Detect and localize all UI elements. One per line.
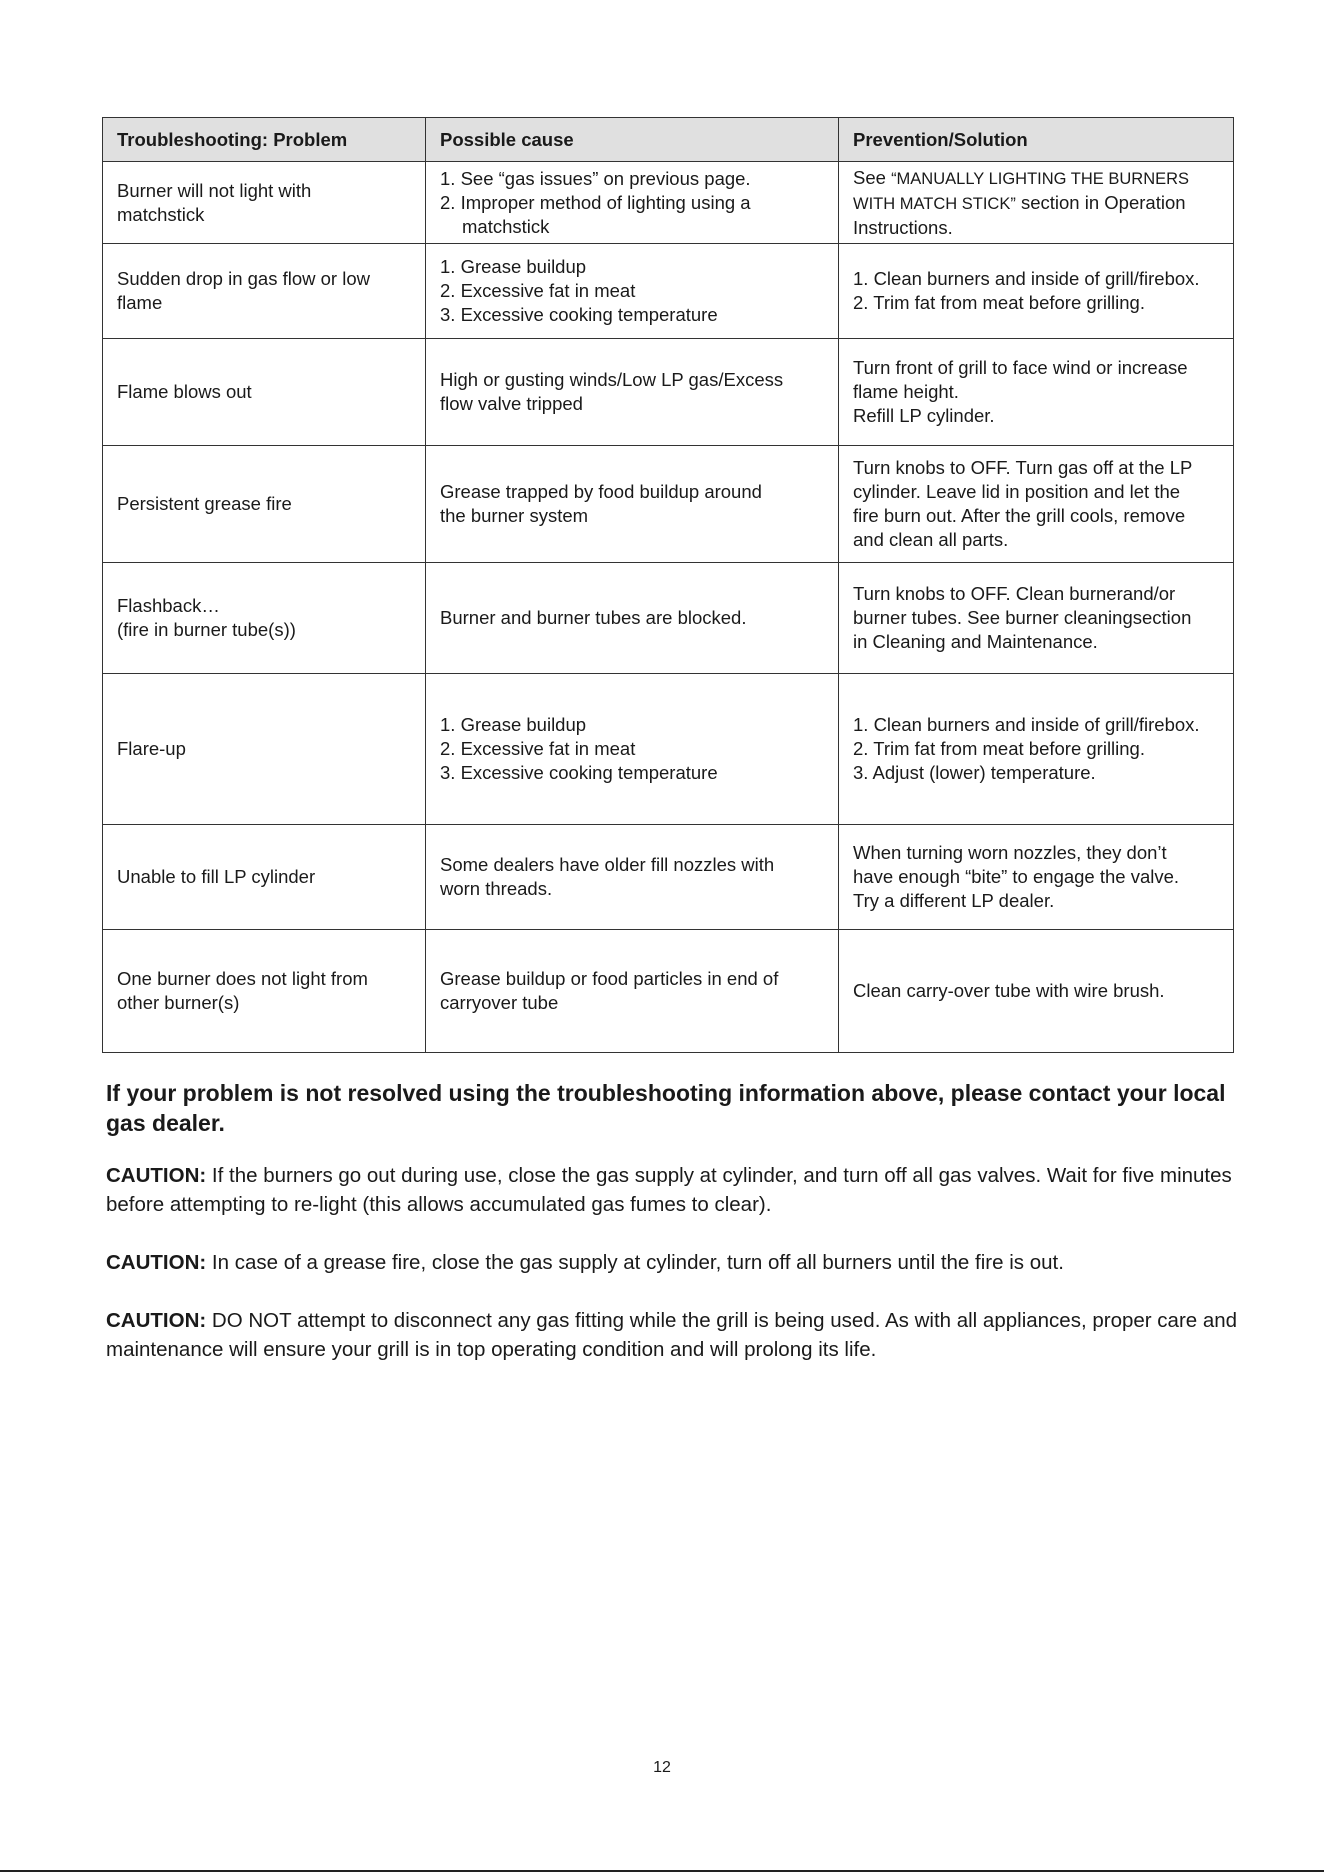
problem-line: (fire in burner tube(s)): [117, 619, 296, 640]
problem-line: other burner(s): [117, 992, 240, 1013]
cause-line: Grease buildup or food particles in end of: [440, 968, 779, 989]
problem-line: flame: [117, 292, 163, 313]
solution-cell: [839, 563, 1234, 674]
table-header-row: [103, 118, 1234, 162]
problem-line: Flashback…: [117, 595, 220, 616]
cause-item: 2. Excessive fat in meat: [440, 280, 636, 301]
problem-line: Flare-up: [117, 738, 186, 759]
problem-line: One burner does not light from: [117, 968, 368, 989]
solution-line: in Cleaning and Maintenance.: [853, 631, 1098, 652]
solution-line: When turning worn nozzles, they don’t: [853, 842, 1167, 863]
caution-text: If the burners go out during use, close the gas supply at cylinder, and turn off all gas valves. Wait for five minutes before attempting to re-light (this allows accumulated gas fumes to clear).: [106, 1164, 1232, 1216]
caution-label: CAUTION:: [106, 1164, 207, 1187]
solution-line: and clean all parts.: [853, 529, 1009, 550]
solution-line: Refill LP cylinder.: [853, 405, 995, 426]
caution-gas-fitting: [106, 1306, 1256, 1364]
cause-line: Grease trapped by food buildup around: [440, 481, 762, 502]
header-problem: Troubleshooting: Problem: [103, 118, 426, 162]
solution-text: See: [853, 166, 892, 188]
header-solution: Prevention/Solution: [839, 118, 1234, 162]
cause-line: worn threads.: [440, 878, 553, 899]
problem-line: Unable to fill LP cylinder: [117, 866, 316, 887]
cause-line: carryover tube: [440, 992, 559, 1013]
solution-line: cylinder. Leave lid in position and let the: [853, 481, 1181, 502]
cause-item: 2. Improper method of lighting using a matchstick: [440, 191, 751, 237]
table-row: [103, 674, 1234, 825]
table-row: [103, 446, 1234, 563]
problem-line: matchstick: [117, 203, 205, 225]
solution-cell: [839, 930, 1234, 1053]
table-row: [103, 162, 1234, 244]
solution-line: have enough “bite” to engage the valve.: [853, 866, 1180, 887]
table-row: [103, 563, 1234, 674]
solution-cell: [839, 446, 1234, 563]
cause-item: 1. Grease buildup: [440, 714, 587, 735]
problem-line: Burner will not light with: [117, 179, 312, 201]
cause-line: Burner and burner tubes are blocked.: [440, 607, 747, 628]
solution-section-name: “MANUALLY LIGHTING THE BURNERS WITH MATCH STICK”: [853, 169, 1190, 213]
problem-cell: [103, 244, 426, 339]
contact-dealer-notice: If your problem is not resolved using the troubleshooting information above, please contact your local gas dealer.: [106, 1080, 1226, 1136]
solution-item: 1. Clean burners and inside of grill/firebox.: [853, 714, 1200, 735]
caution-label: CAUTION:: [106, 1309, 207, 1332]
cause-line: flow valve tripped: [440, 393, 583, 414]
cause-cell: [426, 446, 839, 563]
solution-line: Turn knobs to OFF. Turn gas off at the LP: [853, 457, 1193, 478]
cause-item: 2. Excessive fat in meat: [440, 738, 636, 759]
cause-item: 3. Excessive cooking temperature: [440, 762, 718, 783]
caution-text: In case of a grease fire, close the gas supply at cylinder, turn off all burners until the fire is out.: [206, 1251, 1064, 1274]
problem-line: Flame blows out: [117, 381, 252, 402]
cause-cell: [426, 930, 839, 1053]
problem-cell: [103, 825, 426, 930]
solution-cell: [839, 674, 1234, 825]
problem-cell: [103, 930, 426, 1053]
cause-line: the burner system: [440, 505, 589, 526]
cause-line: Some dealers have older fill nozzles with: [440, 854, 775, 875]
solution-line: flame height.: [853, 381, 959, 402]
cause-item: 1. Grease buildup: [440, 256, 587, 277]
troubleshooting-table: [102, 117, 1234, 1053]
header-cause: Possible cause: [426, 118, 839, 162]
cause-cell: [426, 825, 839, 930]
solution-line: fire burn out. After the grill cools, remove: [853, 505, 1186, 526]
cause-line: High or gusting winds/Low LP gas/Excess: [440, 369, 784, 390]
problem-line: Persistent grease fire: [117, 493, 292, 514]
cause-item: 3. Excessive cooking temperature: [440, 304, 718, 325]
solution-text: section in Operation Instructions.: [853, 191, 1186, 238]
cause-cell: [426, 339, 839, 446]
solution-line: Clean carry-over tube with wire brush.: [853, 980, 1165, 1001]
problem-cell: [103, 563, 426, 674]
problem-cell: [103, 162, 426, 244]
caution-gas-out: [106, 1161, 1256, 1219]
solution-cell: [839, 162, 1234, 244]
table-row: [103, 244, 1234, 339]
problem-cell: [103, 674, 426, 825]
solution-item: 2. Trim fat from meat before grilling.: [853, 292, 1145, 313]
problem-line: Sudden drop in gas flow or low: [117, 268, 370, 289]
solution-item: 1. Clean burners and inside of grill/firebox.: [853, 268, 1200, 289]
problem-cell: [103, 446, 426, 563]
problem-cell: [103, 339, 426, 446]
table-row: [103, 825, 1234, 930]
table-row: [103, 930, 1234, 1053]
page-number: 12: [653, 1759, 671, 1776]
solution-line: Turn knobs to OFF. Clean burnerand/or: [853, 583, 1176, 604]
solution-cell: [839, 244, 1234, 339]
solution-item: 2. Trim fat from meat before grilling.: [853, 738, 1145, 759]
caution-label: CAUTION:: [106, 1251, 207, 1274]
cause-item: 1. See “gas issues” on previous page.: [440, 167, 751, 189]
cause-cell: [426, 244, 839, 339]
cause-cell: [426, 563, 839, 674]
caution-text: DO NOT attempt to disconnect any gas fitting while the grill is being used. As with all appliances, proper care and maintenance will ensure your grill is in top operating condition and will prolong its life.: [106, 1309, 1238, 1361]
solution-cell: [839, 339, 1234, 446]
cause-cell: [426, 162, 839, 244]
solution-item: 3. Adjust (lower) temperature.: [853, 762, 1096, 783]
solution-line: burner tubes. See burner cleaningsection: [853, 607, 1192, 628]
solution-line: Turn front of grill to face wind or increase: [853, 357, 1188, 378]
cause-cell: [426, 674, 839, 825]
solution-line: Try a different LP dealer.: [853, 890, 1055, 911]
solution-cell: [839, 825, 1234, 930]
caution-grease-fire: [106, 1248, 1256, 1277]
table-row: [103, 339, 1234, 446]
